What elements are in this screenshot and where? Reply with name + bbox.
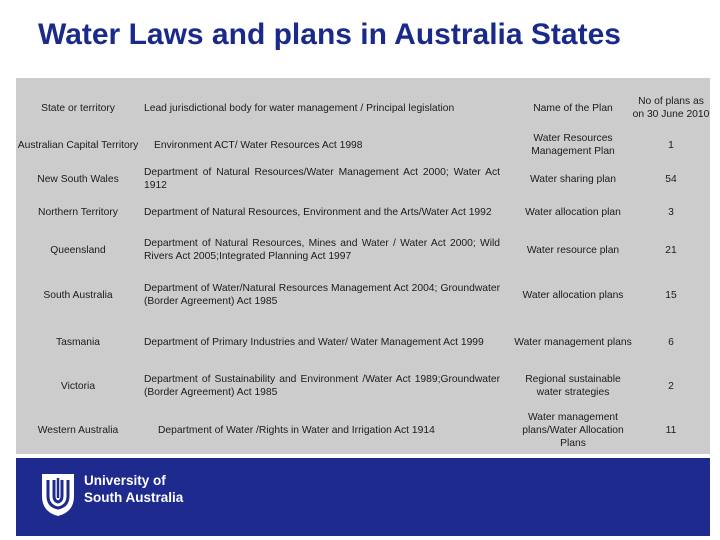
footer-band [16, 458, 710, 536]
cell-state: Victoria [60, 380, 96, 392]
cell-body: Department of Water/Natural Resources Management Act 2004; Groundwater (Border Agreement) Act 1985 [144, 283, 500, 307]
cell-num: 15 [665, 289, 677, 301]
cell-state: Australian Capital Territory [17, 139, 139, 151]
cell-plan: Water management plans [514, 336, 632, 348]
table-row [16, 366, 710, 406]
page-title: Water Laws and plans in Australia States [38, 18, 621, 51]
water-laws-table [16, 78, 710, 454]
cell-body: Department of Natural Resources, Mines and Water / Water Act 2000; Wild Rivers Act 2005;Integrated Planning Act 1997 [144, 238, 500, 262]
cell-num: 3 [668, 206, 674, 218]
university-name [84, 472, 183, 506]
cell-state: Queensland [50, 244, 106, 256]
cell-num: 1 [668, 139, 674, 151]
table-row [16, 272, 710, 318]
cell-body: Department of Natural Resources, Environment and the Arts/Water Act 1992 [144, 206, 492, 218]
cell-body: Department of Natural Resources/Water Management Act 2000; Water Act 1912 [144, 167, 500, 191]
header-state: State or territory [41, 102, 115, 114]
cell-body: Environment ACT/ Water Resources Act 1998 [154, 139, 363, 151]
cell-state: Tasmania [55, 336, 101, 348]
header-plan: Name of the Plan [533, 102, 613, 114]
table-header-row [16, 84, 710, 132]
cell-plan: Water resource plan [526, 244, 620, 256]
table-row [16, 228, 710, 272]
table-row [16, 128, 710, 162]
table-row [16, 406, 710, 454]
cell-num: 2 [668, 380, 674, 392]
table-row [16, 196, 710, 228]
header-body: Lead jurisdictional body for water management / Principal legislation [144, 102, 455, 114]
table-row [16, 162, 710, 196]
university-name-line1: University of [84, 473, 166, 488]
cell-num: 21 [665, 244, 677, 256]
cell-plan: Water allocation plan [525, 206, 621, 218]
cell-body: Department of Primary Industries and Water/ Water Management Act 1999 [144, 336, 484, 348]
cell-num: 54 [665, 173, 677, 185]
university-name-line2: South Australia [84, 490, 184, 505]
cell-plan: Water sharing plan [529, 173, 617, 185]
cell-plan: Regional sustainable water strategies [525, 374, 621, 398]
cell-plan: Water management plans/Water Allocation Plans [522, 411, 624, 449]
cell-body: Department of Sustainability and Environment /Water Act 1989;Groundwater (Border Agreement) Act 1985 [144, 374, 500, 398]
cell-num: 11 [665, 424, 677, 436]
cell-num: 6 [668, 336, 674, 348]
cell-plan: Water Resources Management Plan [531, 133, 615, 157]
cell-state: Western Australia [37, 424, 119, 436]
table-row [16, 318, 710, 366]
unisa-logo-icon [38, 468, 78, 518]
cell-state: South Australia [43, 289, 113, 301]
cell-plan: Water allocation plans [522, 289, 624, 301]
cell-body: Department of Water /Rights in Water and Irrigation Act 1914 [158, 424, 435, 436]
cell-state: Northern Territory [38, 206, 118, 218]
cell-state: New South Wales [37, 173, 119, 185]
header-num: No of plans as on 30 June 2010 [632, 96, 710, 120]
